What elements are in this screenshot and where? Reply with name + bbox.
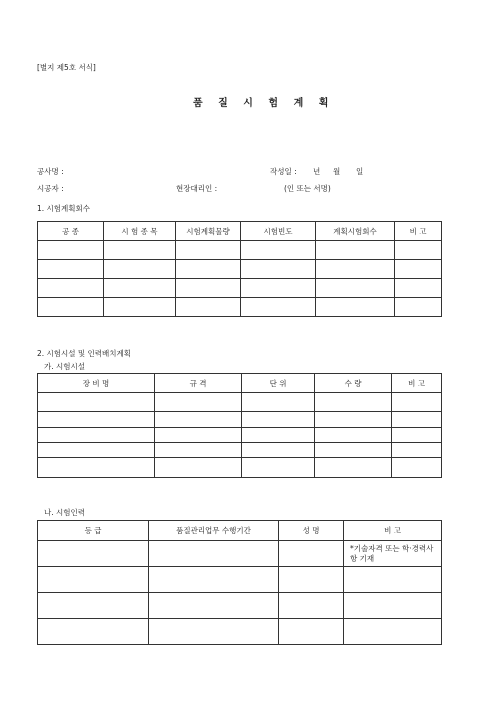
table-row	[38, 260, 442, 279]
test-facility-table	[37, 373, 442, 478]
table-row	[38, 412, 442, 428]
header-planned-count: 계획시험회수	[316, 222, 395, 241]
table-row	[38, 428, 442, 443]
header-planned-quantity: 시험계획물량	[176, 222, 241, 241]
table-row	[38, 567, 442, 593]
month-label: 월	[333, 167, 341, 176]
year-label: 년	[313, 167, 321, 176]
header-qc-period: 품질관리업무 수행기간	[149, 521, 279, 541]
section1-heading: 1. 시험계획회수	[37, 204, 91, 213]
table-row	[38, 541, 442, 567]
table-row	[38, 593, 442, 619]
header-remarks: 비 고	[395, 222, 442, 241]
table-row	[38, 279, 442, 298]
page-title: 품 질 시 험 계 획	[193, 98, 335, 109]
project-name-label: 공사명 :	[37, 167, 64, 176]
table-row	[38, 458, 442, 478]
contractor-label: 시공자 :	[37, 184, 64, 193]
header-test-item: 시 험 종 목	[104, 222, 176, 241]
form-label: [별지 제5호 서식]	[37, 63, 96, 72]
header-remarks: 비 고	[392, 374, 442, 393]
section2-heading: 2. 시험시설 및 인력배치계획	[37, 349, 132, 358]
header-test-frequency: 시험빈도	[241, 222, 316, 241]
site-agent-label: 현장대리인 :	[176, 184, 218, 193]
header-name: 성 명	[279, 521, 344, 541]
header-grade: 등 급	[38, 521, 149, 541]
test-personnel-table	[37, 520, 442, 645]
qualification-note: *기술자격 또는 학·경력사항 기재	[344, 541, 442, 567]
header-equipment-name: 장 비 명	[38, 374, 155, 393]
test-plan-table	[37, 221, 442, 317]
section2a-subheading: 가. 시험시설	[44, 362, 85, 371]
header-remarks: 비 고	[344, 521, 442, 541]
table-row	[38, 619, 442, 645]
table-row	[38, 298, 442, 317]
table-row	[38, 393, 442, 412]
signature-label: (인 또는 서명)	[284, 184, 331, 193]
date-label: 작성일 :	[270, 167, 297, 176]
header-work-type: 공 종	[38, 222, 104, 241]
table-row	[38, 241, 442, 260]
section2b-subheading: 나. 시험인력	[44, 508, 85, 517]
day-label: 일	[356, 167, 364, 176]
header-specification: 규 격	[155, 374, 242, 393]
header-quantity: 수 량	[315, 374, 392, 393]
table-row	[38, 443, 442, 458]
header-unit: 단 위	[242, 374, 315, 393]
